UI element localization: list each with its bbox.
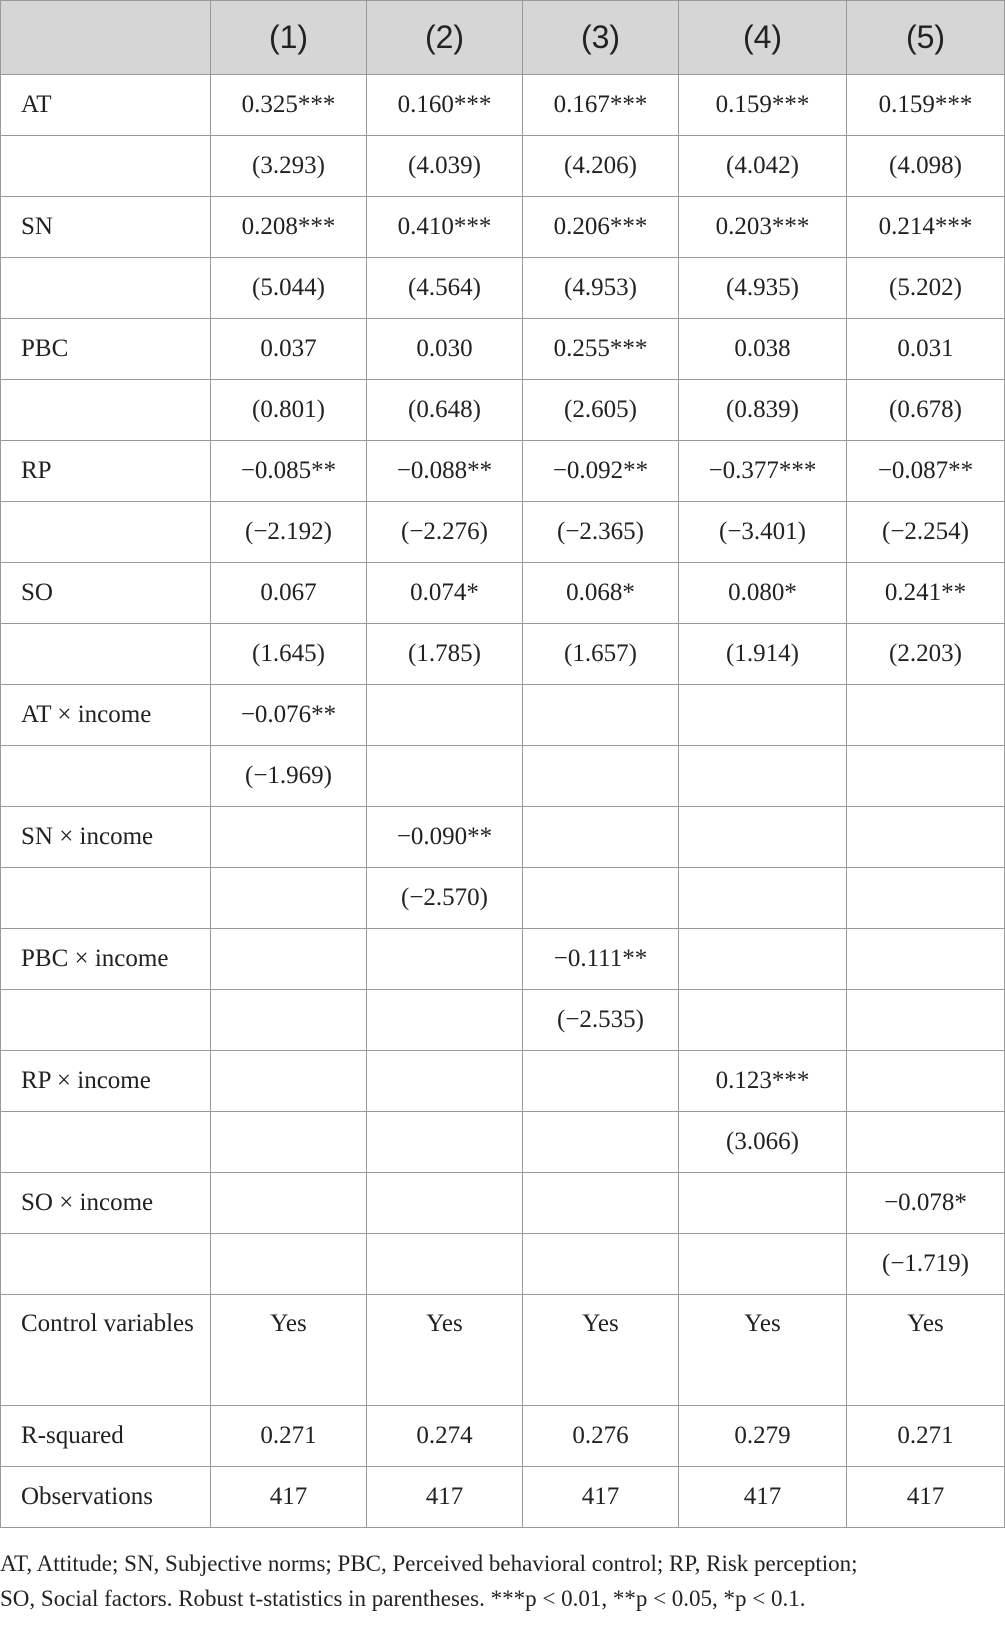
- value-cell: 0.038: [679, 319, 847, 380]
- value-cell: [211, 1295, 367, 1406]
- value-cell: 0.068*: [523, 563, 679, 624]
- row-label-cell: AT: [1, 75, 211, 136]
- value-cell: 0.067: [211, 563, 367, 624]
- value-cell: [211, 868, 367, 929]
- value-cell: (2.203): [847, 624, 1005, 685]
- row-label-cell: [1, 502, 211, 563]
- row-label-cell: AT × income: [1, 685, 211, 746]
- value-cell: 0.037: [211, 319, 367, 380]
- value-cell: 0.271: [847, 1406, 1005, 1467]
- value-cell: [211, 1112, 367, 1173]
- table-row: [1, 1467, 1005, 1528]
- table-footnote: [0, 1546, 1000, 1616]
- value-cell: −0.076**: [211, 685, 367, 746]
- value-cell: 417: [211, 1467, 367, 1528]
- value-cell: 417: [679, 1467, 847, 1528]
- value-cell: [211, 990, 367, 1051]
- value-cell: (3.293): [211, 136, 367, 197]
- value-cell: [367, 1173, 523, 1234]
- value-cell: [679, 1234, 847, 1295]
- value-cell: 0.255***: [523, 319, 679, 380]
- value-cell: 0.160***: [367, 75, 523, 136]
- table-row: [1, 746, 1005, 807]
- value-cell: 0.208***: [211, 197, 367, 258]
- header-cell-model-2: (2): [367, 1, 523, 75]
- value-cell: [847, 868, 1005, 929]
- row-label-cell: PBC × income: [1, 929, 211, 990]
- table-row: [1, 502, 1005, 563]
- value-cell: (4.564): [367, 258, 523, 319]
- table-row: [1, 990, 1005, 1051]
- value-cell: [523, 1295, 679, 1406]
- value-cell: [679, 868, 847, 929]
- value-cell: [679, 1173, 847, 1234]
- row-label-cell: [1, 868, 211, 929]
- value-cell: [367, 1112, 523, 1173]
- footnote-line-1: AT, Attitude; SN, Subjective norms; PBC, Perceived behavioral control; RP, Risk perception;: [0, 1551, 858, 1576]
- value-cell: (−2.276): [367, 502, 523, 563]
- row-label-cell: SO: [1, 563, 211, 624]
- value-cell: [679, 807, 847, 868]
- table-row: [1, 807, 1005, 868]
- value-cell: −0.087**: [847, 441, 1005, 502]
- value-cell: (−2.365): [523, 502, 679, 563]
- row-label-cell: SN × income: [1, 807, 211, 868]
- table-row: [1, 868, 1005, 929]
- value-cell: [367, 1234, 523, 1295]
- value-cell: (−2.192): [211, 502, 367, 563]
- row-label-cell: [1, 136, 211, 197]
- value-cell: 0.031: [847, 319, 1005, 380]
- value-cell: [367, 990, 523, 1051]
- value-cell: [679, 929, 847, 990]
- table-row: [1, 929, 1005, 990]
- row-label-cell: [1, 1234, 211, 1295]
- value-cell: [367, 929, 523, 990]
- value-cell: [679, 685, 847, 746]
- value-cell: (−1.719): [847, 1234, 1005, 1295]
- value-cell: 0.159***: [847, 75, 1005, 136]
- value-text: Yes: [907, 1310, 944, 1337]
- value-cell: (1.657): [523, 624, 679, 685]
- table-header-row: [1, 1, 1005, 75]
- table-row: [1, 624, 1005, 685]
- row-label-cell: Observations: [1, 1467, 211, 1528]
- value-cell: (0.839): [679, 380, 847, 441]
- value-cell: 0.167***: [523, 75, 679, 136]
- value-cell: 0.276: [523, 1406, 679, 1467]
- value-cell: (5.044): [211, 258, 367, 319]
- value-cell: [367, 1295, 523, 1406]
- value-cell: [367, 685, 523, 746]
- header-cell-model-3: (3): [523, 1, 679, 75]
- value-cell: [847, 685, 1005, 746]
- value-cell: [523, 1234, 679, 1295]
- value-cell: (4.935): [679, 258, 847, 319]
- row-label-cell: RP: [1, 441, 211, 502]
- value-cell: (1.914): [679, 624, 847, 685]
- row-label-cell: R-squared: [1, 1406, 211, 1467]
- value-cell: −0.088**: [367, 441, 523, 502]
- header-cell-model-1: (1): [211, 1, 367, 75]
- row-label-cell: [1, 990, 211, 1051]
- table-row: [1, 319, 1005, 380]
- table-row: [1, 1173, 1005, 1234]
- value-cell: 0.325***: [211, 75, 367, 136]
- value-cell: (0.678): [847, 380, 1005, 441]
- table-body: [1, 75, 1005, 1528]
- value-cell: [523, 1173, 679, 1234]
- value-cell: [679, 746, 847, 807]
- value-cell: (−2.570): [367, 868, 523, 929]
- footnote-line-2: SO, Social factors. Robust t-statistics in parentheses. ***p < 0.01, **p < 0.05, *p < 0.1.: [0, 1586, 806, 1611]
- value-text: Yes: [744, 1310, 781, 1337]
- row-label-cell: [1, 746, 211, 807]
- value-cell: 417: [847, 1467, 1005, 1528]
- value-cell: −0.085**: [211, 441, 367, 502]
- value-cell: [847, 746, 1005, 807]
- value-cell: 0.203***: [679, 197, 847, 258]
- table-row: [1, 197, 1005, 258]
- value-cell: (4.098): [847, 136, 1005, 197]
- value-cell: [523, 1112, 679, 1173]
- value-cell: 0.271: [211, 1406, 367, 1467]
- value-cell: [523, 1051, 679, 1112]
- value-cell: (−1.969): [211, 746, 367, 807]
- value-cell: −0.090**: [367, 807, 523, 868]
- value-cell: (0.801): [211, 380, 367, 441]
- value-cell: [523, 868, 679, 929]
- row-label-cell: RP × income: [1, 1051, 211, 1112]
- value-text: Yes: [270, 1310, 307, 1337]
- value-cell: 0.214***: [847, 197, 1005, 258]
- value-cell: (4.953): [523, 258, 679, 319]
- value-cell: 0.241**: [847, 563, 1005, 624]
- row-label-cell: [1, 1112, 211, 1173]
- value-cell: [679, 990, 847, 1051]
- row-label-cell: SO × income: [1, 1173, 211, 1234]
- value-cell: (4.042): [679, 136, 847, 197]
- value-cell: [523, 685, 679, 746]
- value-cell: 0.074*: [367, 563, 523, 624]
- value-cell: [211, 929, 367, 990]
- value-cell: −0.111**: [523, 929, 679, 990]
- value-cell: [211, 1051, 367, 1112]
- value-cell: [847, 1295, 1005, 1406]
- value-cell: (0.648): [367, 380, 523, 441]
- value-cell: [847, 990, 1005, 1051]
- value-cell: 0.279: [679, 1406, 847, 1467]
- value-cell: [211, 1234, 367, 1295]
- row-label-cell: [1, 380, 211, 441]
- row-label-cell: [1, 624, 211, 685]
- header-cell-label: [1, 1, 211, 75]
- value-text: Yes: [582, 1310, 619, 1337]
- value-cell: (5.202): [847, 258, 1005, 319]
- value-cell: 0.274: [367, 1406, 523, 1467]
- value-cell: [211, 1173, 367, 1234]
- value-cell: (2.605): [523, 380, 679, 441]
- table-row: [1, 75, 1005, 136]
- value-cell: 0.159***: [679, 75, 847, 136]
- value-cell: (4.206): [523, 136, 679, 197]
- table-row: [1, 258, 1005, 319]
- value-cell: [523, 807, 679, 868]
- value-cell: (−3.401): [679, 502, 847, 563]
- value-cell: (1.645): [211, 624, 367, 685]
- value-cell: [847, 1112, 1005, 1173]
- value-cell: (3.066): [679, 1112, 847, 1173]
- value-cell: 0.206***: [523, 197, 679, 258]
- table-row: [1, 1051, 1005, 1112]
- row-label-cell: PBC: [1, 319, 211, 380]
- value-cell: [847, 1051, 1005, 1112]
- value-cell: [523, 746, 679, 807]
- value-cell: 0.410***: [367, 197, 523, 258]
- row-label-cell: [1, 258, 211, 319]
- value-cell: [679, 1295, 847, 1406]
- table-row: [1, 685, 1005, 746]
- value-cell: 417: [367, 1467, 523, 1528]
- value-text: Yes: [426, 1310, 463, 1337]
- value-cell: [847, 807, 1005, 868]
- table-row: [1, 1112, 1005, 1173]
- table-row: [1, 1234, 1005, 1295]
- value-cell: (−2.535): [523, 990, 679, 1051]
- value-cell: [211, 807, 367, 868]
- row-label-cell: SN: [1, 197, 211, 258]
- value-cell: [367, 1051, 523, 1112]
- table-row: [1, 563, 1005, 624]
- value-cell: −0.092**: [523, 441, 679, 502]
- value-cell: −0.377***: [679, 441, 847, 502]
- table-row: [1, 380, 1005, 441]
- header-cell-model-4: (4): [679, 1, 847, 75]
- value-cell: [367, 746, 523, 807]
- table-row: [1, 441, 1005, 502]
- value-cell: (1.785): [367, 624, 523, 685]
- value-cell: 0.080*: [679, 563, 847, 624]
- row-label-cell: Control variables: [1, 1295, 211, 1406]
- table-row: [1, 136, 1005, 197]
- value-cell: (4.039): [367, 136, 523, 197]
- value-cell: [847, 929, 1005, 990]
- value-cell: −0.078*: [847, 1173, 1005, 1234]
- header-cell-model-5: (5): [847, 1, 1005, 75]
- value-cell: 0.030: [367, 319, 523, 380]
- table-row: [1, 1295, 1005, 1406]
- value-cell: (−2.254): [847, 502, 1005, 563]
- value-cell: 417: [523, 1467, 679, 1528]
- table-row: [1, 1406, 1005, 1467]
- value-cell: 0.123***: [679, 1051, 847, 1112]
